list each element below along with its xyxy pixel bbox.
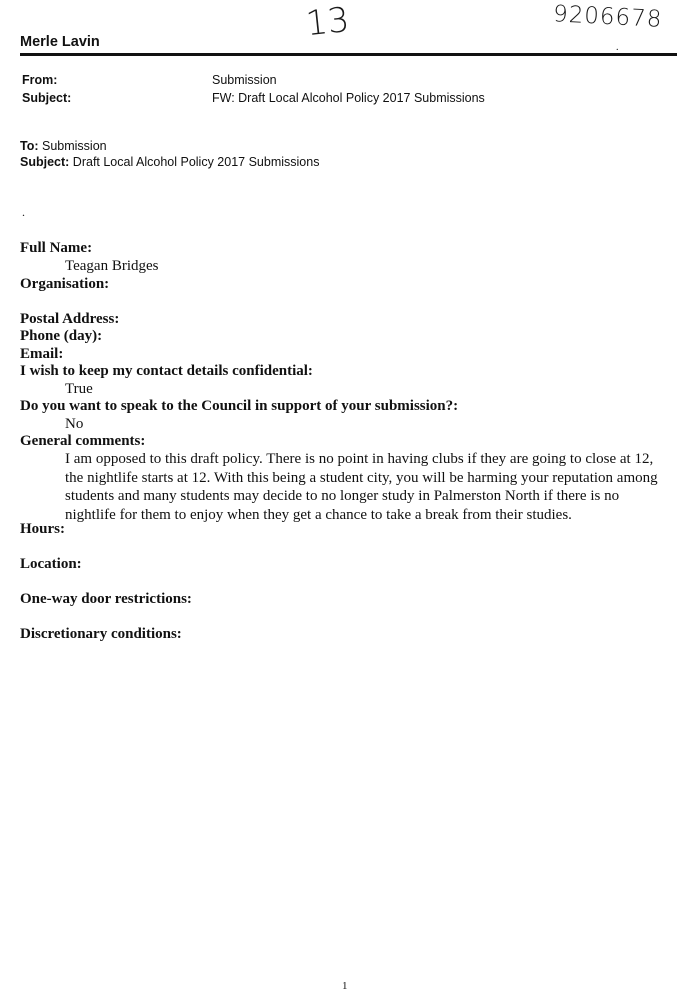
from-label: From: <box>22 73 58 87</box>
to-value: Submission <box>42 139 107 153</box>
inner-subject-value: Draft Local Alcohol Policy 2017 Submissions <box>72 155 320 169</box>
page-number: 1 <box>342 980 348 992</box>
full-name-label: Full Name: <box>20 240 93 256</box>
email-label: Email: <box>20 346 64 362</box>
postal-address-label: Postal Address: <box>20 311 120 327</box>
to-label: To: <box>20 139 39 153</box>
speak-label: Do you want to speak to the Council in support of your submission?: <box>20 398 459 414</box>
full-name-value: Teagan Bridges <box>65 258 159 274</box>
separator-dot: . <box>22 205 25 219</box>
subject-label: Subject: <box>22 91 72 105</box>
from-value: Submission <box>212 73 277 87</box>
speak-value: No <box>65 416 84 432</box>
header-rule <box>20 53 677 56</box>
phone-label: Phone (day): <box>20 328 103 344</box>
hours-label: Hours: <box>20 521 65 537</box>
confidential-label: I wish to keep my contact details confidential: <box>20 363 313 379</box>
discretionary-label: Discretionary conditions: <box>20 626 182 642</box>
general-comments-label: General comments: <box>20 433 146 449</box>
stray-dot: . <box>616 42 619 53</box>
subject-value: FW: Draft Local Alcohol Policy 2017 Submissions <box>212 91 485 105</box>
organisation-label: Organisation: <box>20 276 110 292</box>
location-label: Location: <box>20 556 82 572</box>
inner-subject-label: Subject: <box>20 155 70 169</box>
confidential-value: True <box>65 381 93 397</box>
one-way-door-label: One-way door restrictions: <box>20 591 192 607</box>
handwritten-reference-number: 9206678 <box>552 1 664 33</box>
general-comments-value: I am opposed to this draft policy. There is no point in having clubs if they are going to close at 12, the nightlife starts at 12. With this being a student city, you will be harming your reputation among students and many students may decide to no longer study in Palmerston North if there is no nightlife for them to enjoy when they get a chance to take a break from their studies. <box>65 451 658 523</box>
to-line <box>20 139 107 153</box>
author-name: Merle Lavin <box>20 34 100 50</box>
handwritten-page-marker: 13 <box>304 0 352 45</box>
inner-subject-line <box>20 155 319 169</box>
